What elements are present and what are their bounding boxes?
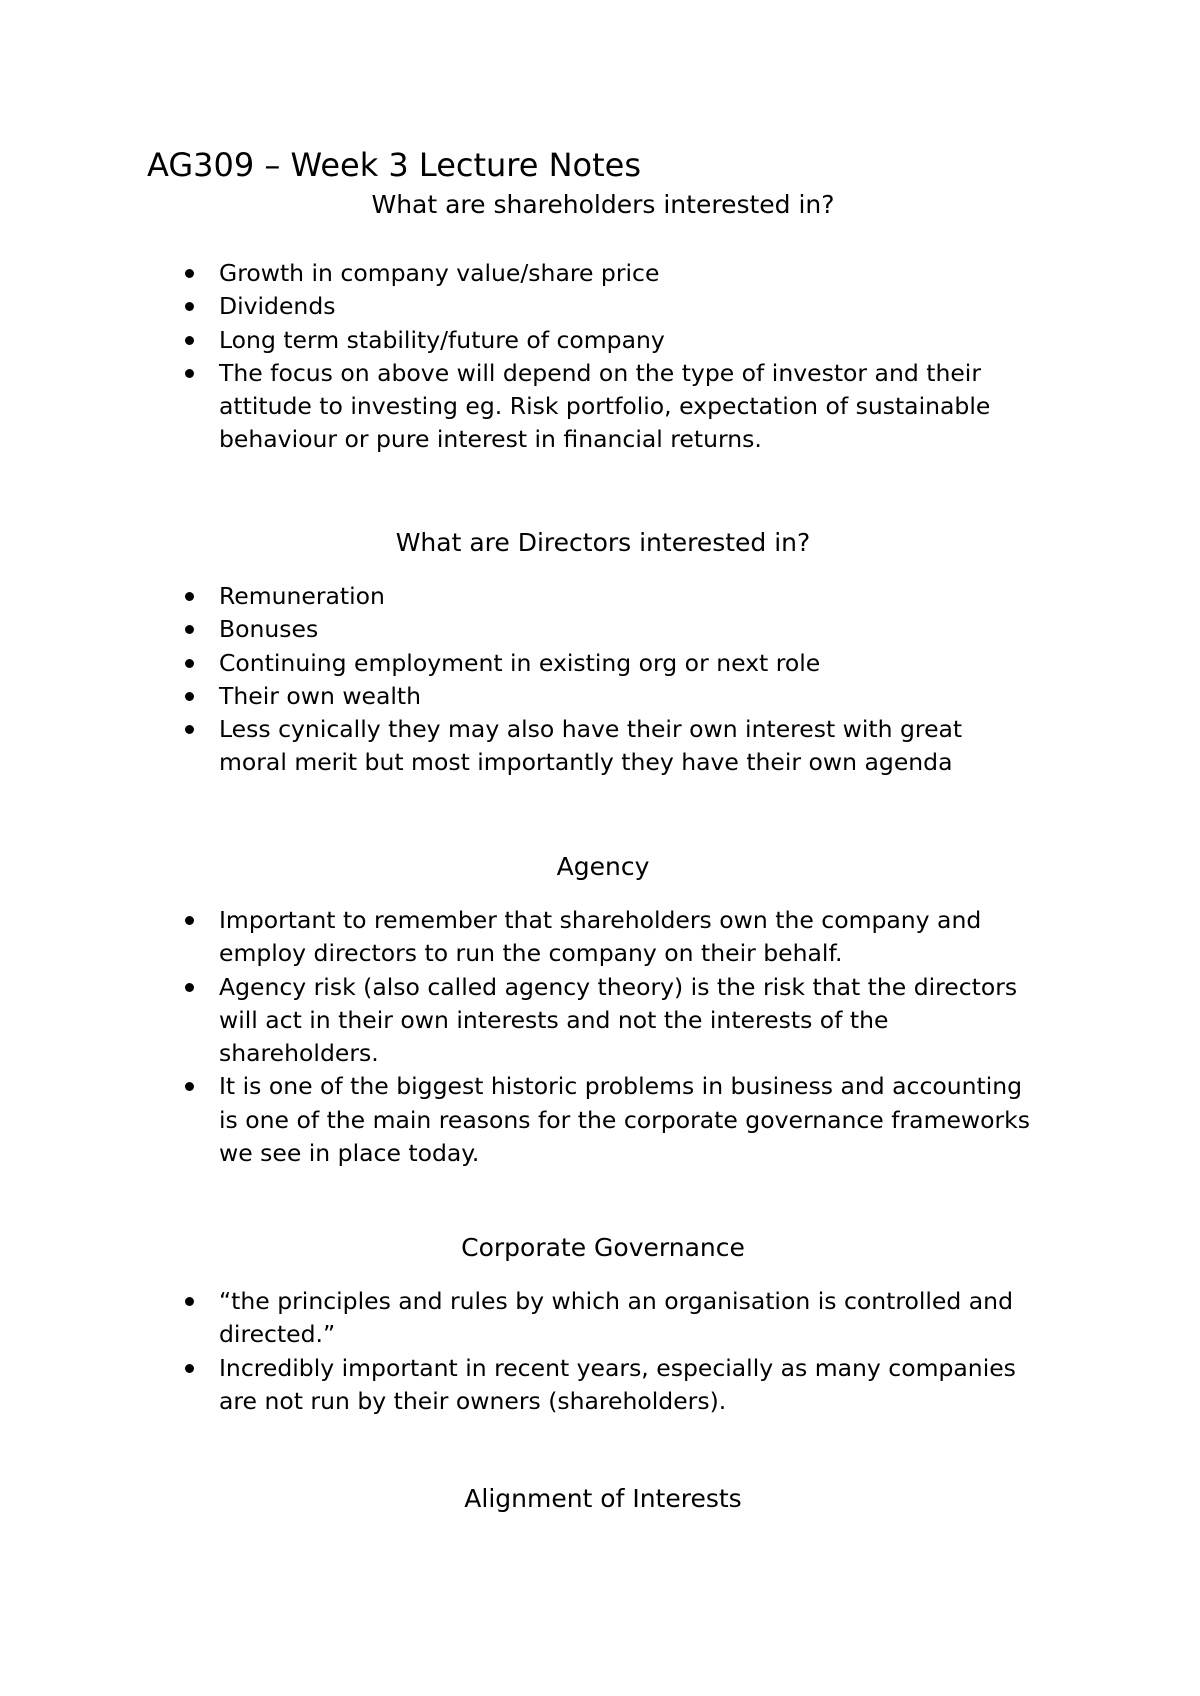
- section-heading-agency: Agency: [556, 852, 650, 881]
- section-heading-alignment-of-interests: Alignment of Interests: [464, 1484, 742, 1513]
- list-item: The focus on above will depend on the type of investor and their attitude to investing eg. Risk portfolio, expectation of sustainable behaviour or pure interest in financial returns.: [147, 357, 1077, 457]
- bullet-icon: [185, 336, 194, 345]
- list-item: Continuing employment in existing org or next role: [147, 647, 1077, 680]
- bullet-icon: [185, 625, 194, 634]
- document-title: AG309 – Week 3 Lecture Notes: [147, 146, 642, 184]
- bullet-icon: [185, 1297, 194, 1306]
- bullet-list-directors: [147, 580, 1077, 780]
- bullet-icon: [185, 269, 194, 278]
- bullet-icon: [185, 725, 194, 734]
- section-heading-directors: What are Directors interested in?: [395, 528, 811, 557]
- list-item: Growth in company value/share price: [147, 257, 1077, 290]
- list-item: It is one of the biggest historic problems in business and accounting is one of the main reasons for the corporate governance frameworks we see in place today.: [147, 1070, 1077, 1170]
- bullet-icon: [185, 1364, 194, 1373]
- list-item: Bonuses: [147, 613, 1077, 646]
- list-item: Agency risk (also called agency theory) is the risk that the directors will act in their own interests and not the interests of the shareholders.: [147, 971, 1077, 1071]
- list-item: Less cynically they may also have their own interest with great moral merit but most importantly they have their own agenda: [147, 713, 1077, 780]
- list-item: Important to remember that shareholders own the company and employ directors to run the company on their behalf.: [147, 904, 1077, 971]
- bullet-list-corporate-governance: [147, 1285, 1077, 1418]
- bullet-icon: [185, 916, 194, 925]
- list-item: Their own wealth: [147, 680, 1077, 713]
- bullet-icon: [185, 692, 194, 701]
- bullet-icon: [185, 983, 194, 992]
- bullet-icon: [185, 659, 194, 668]
- bullet-icon: [185, 592, 194, 601]
- list-item: Dividends: [147, 290, 1077, 323]
- bullet-icon: [185, 1082, 194, 1091]
- list-item: “the principles and rules by which an organisation is controlled and directed.”: [147, 1285, 1077, 1352]
- list-item: Remuneration: [147, 580, 1077, 613]
- bullet-list-shareholders: [147, 257, 1077, 457]
- section-heading-corporate-governance: Corporate Governance: [461, 1233, 745, 1262]
- section-heading-shareholders: What are shareholders interested in?: [371, 190, 835, 219]
- list-item: Incredibly important in recent years, especially as many companies are not run by their owners (shareholders).: [147, 1352, 1077, 1419]
- bullet-icon: [185, 369, 194, 378]
- list-item: Long term stability/future of company: [147, 324, 1077, 357]
- bullet-icon: [185, 302, 194, 311]
- bullet-list-agency: [147, 904, 1077, 1170]
